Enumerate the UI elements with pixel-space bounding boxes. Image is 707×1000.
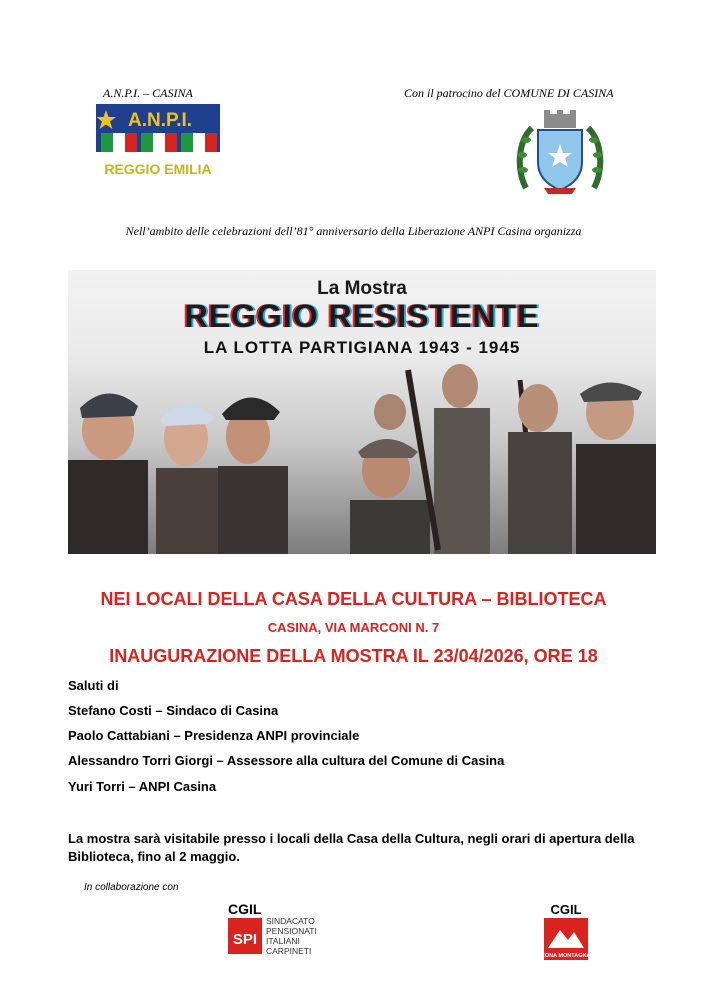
inauguration-heading: INAUGURAZIONE DELLA MOSTRA IL 23/04/2026, ORE 18 (109, 646, 598, 666)
cgil-spi-badge: SPI (232, 931, 258, 948)
venue-heading: NEI LOCALI DELLA CASA DELLA CULTURA – BIBLIOTECA (100, 589, 607, 609)
visiting-note: La mostra sarà visitabile presso i locali della Casa della Cultura, negli orari di apertura della Biblioteca, fino al 2 maggio. (68, 831, 635, 864)
flag-stripes (101, 133, 217, 152)
partisans-photo (68, 360, 656, 554)
cgil-spi-logo (226, 900, 346, 956)
anpi-logo-bottom-text: REGGIO EMILIA (104, 161, 212, 177)
cgil-zona-montagna-logo (540, 900, 592, 962)
greetings-heading: Saluti di (68, 678, 119, 693)
cgil-zone-top: CGIL (550, 902, 582, 917)
cgil-spi-top: CGIL (228, 901, 262, 917)
speaker-item: Paolo Cattabiani – Presidenza ANPI provinciale (68, 728, 360, 743)
coat-of-arms-icon (514, 110, 606, 200)
speaker-item: Yuri Torri – ANPI Casina (68, 779, 217, 794)
anpi-logo (96, 104, 220, 182)
figure-group (68, 364, 656, 554)
cgil-spi-line: PENSIONATI (266, 926, 317, 936)
poster-kicker: La Mostra (317, 278, 407, 299)
exhibition-poster (68, 270, 656, 554)
speaker-item: Alessandro Torri Giorgi – Assessore alla cultura del Comune di Casina (68, 753, 505, 768)
patronage-label: Con il patrocino del COMUNE DI CASINA (404, 86, 614, 100)
cgil-spi-line: SINDACATO (266, 916, 315, 926)
poster-subtitle: LA LOTTA PARTIGIANA 1943 - 1945 (203, 338, 521, 357)
organizer-label: A.N.P.I. – CASINA (103, 86, 193, 100)
collaboration-label: In collaborazione con (84, 882, 179, 893)
venue-address: CASINA, VIA MARCONI N. 7 (267, 620, 440, 635)
anpi-logo-top-text: A.N.P.I. (127, 110, 193, 131)
poster-title: REGGIO RESISTENTE (184, 298, 540, 334)
cgil-spi-line: CARPINETI (266, 946, 312, 956)
intro-text: Nell’ambito delle celebrazioni dell’81° anniversario della Liberazione ANPI Casina organizza (125, 224, 582, 238)
cgil-spi-line: ITALIANI (266, 936, 300, 946)
cgil-zone-bottom: ZONA MONTAGNA (541, 953, 591, 959)
anpi-logo-graphic (96, 104, 220, 182)
speaker-item: Stefano Costi – Sindaco di Casina (68, 703, 279, 718)
